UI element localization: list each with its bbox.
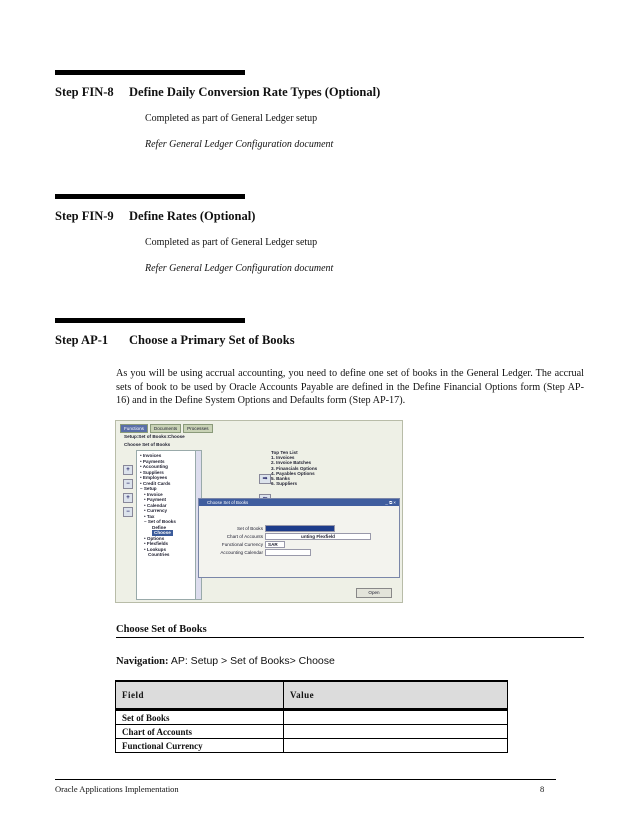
- navigation-label: Navigation:: [116, 656, 169, 667]
- step-note: Completed as part of General Ledger setup: [145, 113, 318, 124]
- tree-item[interactable]: Countries: [148, 552, 170, 557]
- tree-item[interactable]: • Employees: [140, 475, 168, 480]
- field-label: Accounting Calendar: [220, 550, 263, 555]
- step-reference: Refer General Ledger Configuration document: [145, 139, 334, 150]
- function-tree: [136, 450, 196, 600]
- tree-item[interactable]: • Lookups: [144, 546, 167, 552]
- tree-item[interactable]: – Set of Books: [144, 519, 176, 524]
- functional-currency-field[interactable]: SAR: [265, 541, 285, 548]
- navigator-label: Choose Set of Books: [124, 442, 171, 447]
- section-rule: [55, 70, 245, 75]
- tree-item[interactable]: • Tax: [144, 513, 155, 519]
- step-id: Step FIN-9: [55, 209, 114, 223]
- dialog-titlebar: [199, 499, 399, 506]
- table-row: [116, 739, 508, 753]
- table-row: [116, 710, 508, 725]
- tree-item[interactable]: • Currency: [144, 508, 168, 513]
- step-id: Step AP-1: [55, 333, 109, 347]
- step-heading: [55, 209, 255, 224]
- window-controls-icon[interactable]: _ ⧉ ×: [385, 500, 396, 505]
- table-cell-value: [284, 725, 508, 739]
- tree-item[interactable]: • Suppliers: [140, 469, 164, 475]
- tree-item[interactable]: • Payments: [140, 458, 165, 464]
- set-of-books-field[interactable]: [265, 525, 335, 532]
- table-cell-field: Functional Currency: [116, 739, 284, 753]
- top-ten-list: [271, 450, 397, 500]
- setup-table: [115, 680, 508, 753]
- tree-item[interactable]: – Setup: [140, 486, 157, 491]
- step-id: Step FIN-8: [55, 85, 114, 99]
- collapse-icon[interactable]: −: [123, 479, 133, 489]
- tree-item-selected[interactable]: Choose: [154, 530, 171, 535]
- tree-item[interactable]: Define: [152, 524, 167, 530]
- top-ten-item[interactable]: 3. Financials Options: [271, 465, 318, 471]
- body-paragraph: As you will be using accrual accounting, you need to define one set of books in the General Ledger. The accrual sets of book to be used by Oracle Accounts Payable are defined in the Define Financial Options form (Step AP-16) and in the Define System Options and Defaults form (Step AP-17).: [116, 368, 584, 406]
- tree-item[interactable]: • Invoices: [140, 453, 162, 458]
- table-cell-value: [284, 710, 508, 725]
- tree-item[interactable]: • Invoice: [144, 491, 163, 497]
- tab-functions[interactable]: Functions: [120, 424, 148, 433]
- field-label: Set of Books: [236, 526, 263, 531]
- tab-processes[interactable]: Processes: [183, 424, 212, 433]
- add-to-list-icon[interactable]: ➡: [259, 474, 271, 484]
- step-note: Completed as part of General Ledger setup: [145, 237, 318, 248]
- top-ten-title: Top Ten List: [271, 450, 298, 455]
- top-ten-item[interactable]: 5. Banks: [271, 476, 290, 482]
- navigator-tabs: [120, 424, 213, 433]
- chart-of-accounts-field[interactable]: unting Flexfield: [265, 533, 371, 540]
- table-cell-value: [284, 739, 508, 753]
- navigator-breadcrumb: Setup:Set of Books:Choose: [124, 434, 185, 439]
- column-header: Value: [284, 681, 508, 710]
- step-reference: Refer General Ledger Configuration document: [145, 263, 334, 274]
- top-ten-item[interactable]: 2. Invoice Batches: [271, 460, 312, 466]
- top-ten-item[interactable]: 4. Payables Options: [271, 470, 315, 476]
- navigation-value: AP: Setup > Set of Books> Choose: [170, 655, 335, 667]
- tab-documents[interactable]: Documents: [150, 424, 181, 433]
- choose-set-of-books-dialog: [198, 498, 400, 578]
- step-heading: [55, 85, 380, 100]
- section-title: Choose Set of Books: [116, 624, 207, 635]
- table-cell-field: Set of Books: [116, 710, 284, 725]
- expand-all-icon[interactable]: +: [123, 493, 133, 503]
- navigation-path: [116, 655, 335, 667]
- top-ten-item[interactable]: 1. Invoices: [271, 455, 295, 461]
- collapse-all-icon[interactable]: −: [123, 507, 133, 517]
- dialog-title: Choose Set of Books: [207, 500, 249, 505]
- field-label: Functional Currency: [221, 542, 263, 547]
- tree-item[interactable]: • Accounting: [140, 464, 168, 469]
- tree-controls: [123, 465, 133, 521]
- expand-icon[interactable]: +: [123, 465, 133, 475]
- table-cell-field: Chart of Accounts: [116, 725, 284, 739]
- oracle-screenshot: [115, 420, 403, 603]
- top-ten-item[interactable]: 6. Suppliers: [271, 481, 298, 487]
- footer-title: Oracle Applications Implementation: [55, 784, 179, 794]
- open-button[interactable]: Open: [356, 588, 392, 598]
- field-label: Chart of Accounts: [226, 534, 263, 539]
- tree-item[interactable]: • Options: [144, 535, 165, 541]
- accounting-calendar-field[interactable]: [265, 549, 311, 556]
- column-header: Field: [116, 681, 284, 710]
- tree-item[interactable]: • Credit Cards: [140, 480, 171, 486]
- footer-rule: [55, 779, 556, 780]
- step-title: Define Rates (Optional): [129, 209, 256, 223]
- section-rule: [55, 318, 245, 323]
- table-row: [116, 725, 508, 739]
- step-title: Choose a Primary Set of Books: [129, 333, 295, 347]
- tree-item[interactable]: • Calendar: [144, 502, 167, 508]
- page-number: 8: [540, 784, 545, 794]
- section-underline: [116, 637, 584, 638]
- section-rule: [55, 194, 245, 199]
- tree-item[interactable]: • Flexfields: [144, 541, 169, 546]
- step-title: Define Daily Conversion Rate Types (Optional): [129, 85, 381, 99]
- step-heading: [55, 333, 295, 348]
- tree-item[interactable]: • Payment: [144, 497, 167, 502]
